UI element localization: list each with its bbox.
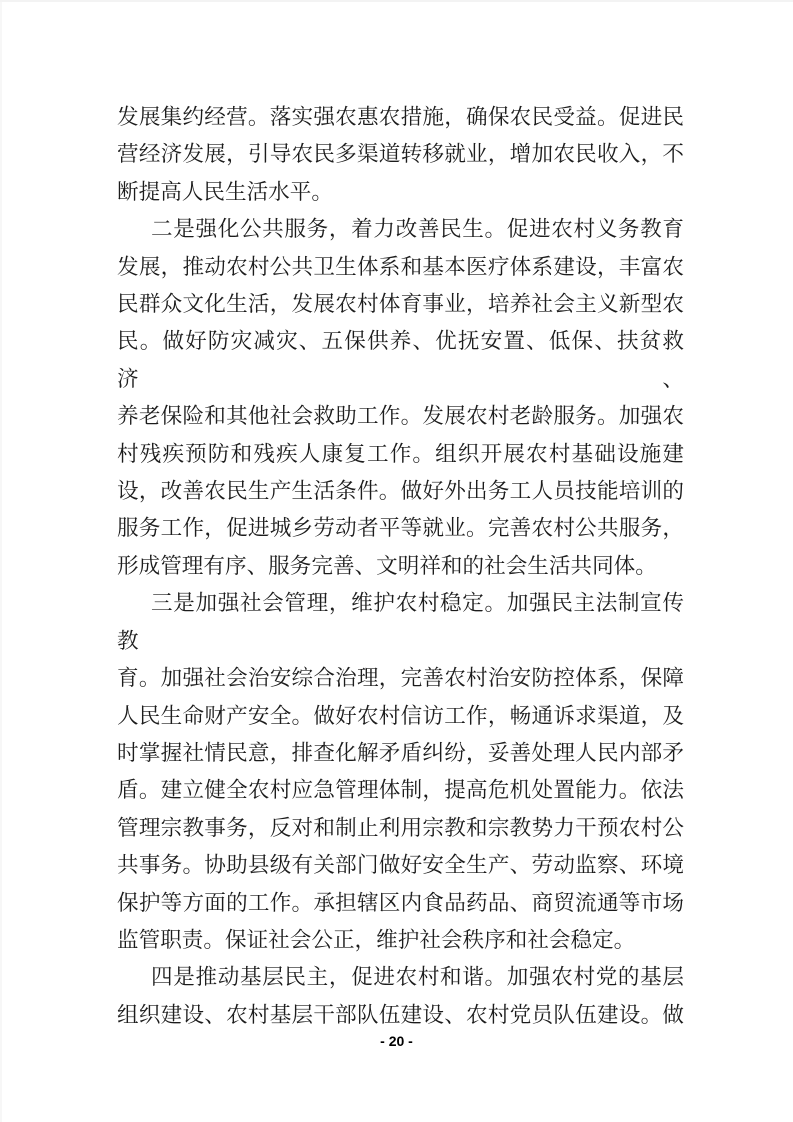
text-line: 人民生命财产安全。做好农村信访工作，畅通诉求渠道，及: [117, 703, 684, 728]
text-line: 监管职责。保证社会公正，维护社会秩序和社会稳定。: [117, 927, 636, 952]
text-line: 二是强化公共服务，着力改善民生。促进农村义务教育: [151, 217, 684, 242]
text-line: 组织建设、农村基层干部队伍建设、农村党员队伍建设。做: [117, 1002, 684, 1027]
text-line: 盾。建立健全农村应急管理体制，提高危机处置能力。依法: [117, 778, 684, 803]
text-line: 村残疾预防和残疾人康复工作。组织开展农村基础设施建: [117, 441, 684, 466]
text-line: 设，改善农民生产生活条件。做好外出务工人员技能培训的: [117, 479, 684, 504]
text-line: 形成管理有序、服务完善、文明祥和的社会生活共同体。: [117, 553, 657, 578]
text-line: 保护等方面的工作。承担辖区内食品药品、商贸流通等市场: [117, 890, 684, 915]
text-line: 养老保险和其他社会救助工作。发展农村老龄服务。加强农: [117, 404, 684, 429]
text-line: 发展集约经营。落实强农惠农措施，确保农民受益。促进民: [117, 105, 684, 129]
text-line: 民群众文化生活，发展农村体育事业，培养社会主义新型农: [117, 292, 684, 317]
text-line: 管理宗教事务，反对和制止利用宗教和宗教势力干预农村公: [117, 815, 684, 840]
text-line: 时掌握社情民意，排查化解矛盾纠纷，妥善处理人民内部矛: [117, 740, 684, 765]
text-line: 民。做好防灾减灾、五保供养、优抚安置、低保、扶贫救济、: [117, 329, 684, 391]
text-line: 发展，推动农村公共卫生体系和基本医疗体系建设，丰富农: [117, 254, 684, 279]
text-line: 教: [117, 628, 139, 653]
text-line: 共事务。协助县级有关部门做好安全生产、劳动监察、环境: [117, 853, 684, 878]
text-line: 三是加强社会管理，维护农村稳定。加强民主法制宣传: [151, 591, 684, 616]
text-line: 服务工作，促进城乡劳动者平等就业。完善农村公共服务，: [117, 516, 684, 541]
text-line: 四是推动基层民主，促进农村和谐。加强农村党的基层: [151, 965, 684, 990]
text-line: 断提高人民生活水平。: [117, 179, 333, 204]
text-line: 育。加强社会治安综合治理，完善农村治安防控体系，保障: [117, 666, 684, 691]
page-number: - 20 -: [380, 1033, 413, 1049]
text-line: 营经济发展，引导农民多渠道转移就业，增加农民收入，不: [117, 142, 684, 167]
document-body-text: [117, 99, 684, 1034]
